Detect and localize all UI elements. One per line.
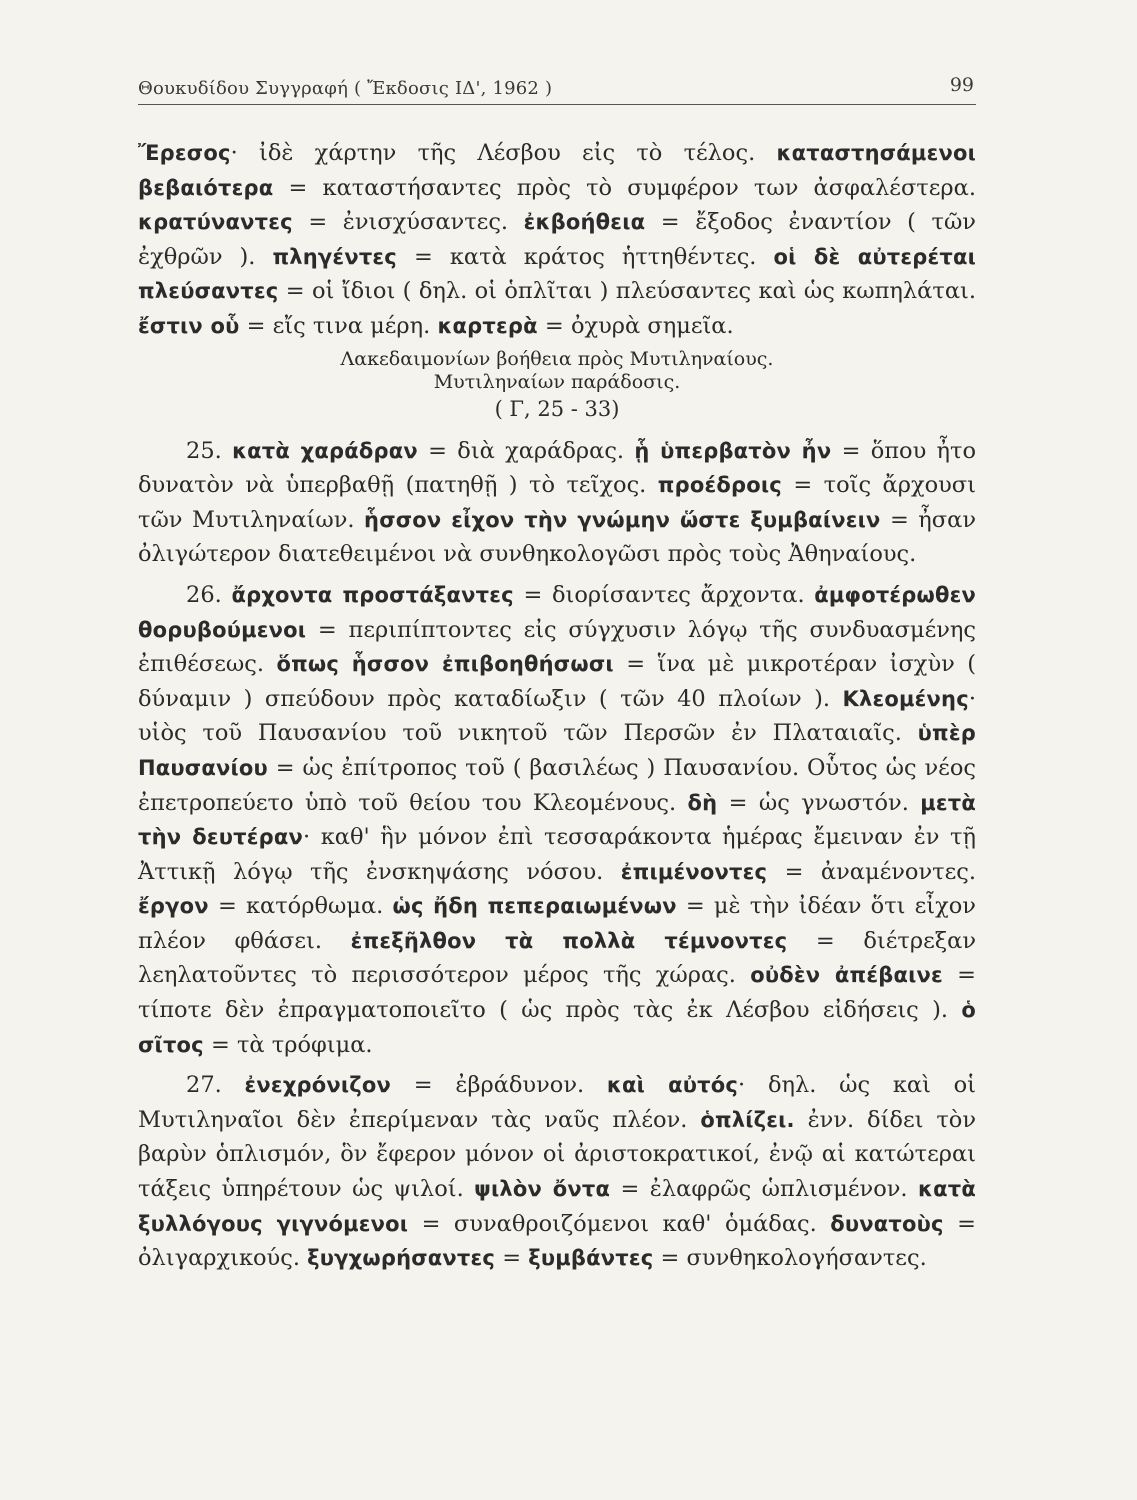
gloss-text: 25. bbox=[186, 437, 233, 464]
lemma: ξυγχωρήσαντες bbox=[307, 1246, 496, 1271]
gloss-text: = bbox=[495, 1245, 529, 1272]
gloss-text: · υἱὸς τοῦ Παυσανίου τοῦ νικητοῦ τῶν Περσῶν ἐν Πλαταιαῖς. bbox=[138, 685, 976, 747]
running-header bbox=[138, 72, 976, 105]
lemma: δὴ bbox=[687, 790, 718, 815]
gloss-text: = ἐλαφρῶς ὡπλισμένον. bbox=[610, 1176, 918, 1203]
gloss-text: = κατὰ κράτος ἡττηθέντες. bbox=[396, 243, 774, 270]
lemma: ἀμφοτέρωθεν θορυβούμενοι bbox=[138, 582, 977, 642]
gloss-text: 27. bbox=[186, 1072, 245, 1099]
lemma: ὡς ἤδη πεπεραιωμένων bbox=[392, 894, 677, 919]
gloss-text: = κατόρθωμα. bbox=[208, 893, 393, 920]
gloss-text: = τὰ τρόφιμα. bbox=[203, 1031, 373, 1058]
lemma: ἐκβοήθεια bbox=[523, 210, 646, 235]
gloss-text: = ἦσαν ὀλιγώτερον διατεθειμένοι νὰ συνθηκολογῶσι πρὸς τοὺς Ἀθηναίους. bbox=[138, 506, 977, 568]
lemma: προέδροις bbox=[657, 473, 782, 498]
section-heading bbox=[138, 348, 976, 424]
lemma: ἔστιν οὗ bbox=[138, 313, 240, 338]
gloss-text: ἐνν. δίδει τὸν βαρὺν ὁπλισμόν, ὃν ἔφερον μόνον οἱ ἀριστοκρατικοί, ἐνῷ αἱ κατώτεραι τάξεις ὑπηρέτουν ὡς ψιλοί. bbox=[138, 1106, 977, 1203]
lemma: ψιλὸν ὄντα bbox=[474, 1177, 611, 1202]
gloss-text: = τοῖς ἄρχουσι τῶν Μυτιληναίων. bbox=[138, 472, 976, 533]
lemma: ὁ σῖτος bbox=[138, 998, 976, 1057]
gloss-text: = μὲ τὴν ἰδέαν ὅτι εἶχον πλέον φθάσει. bbox=[138, 893, 976, 954]
gloss-text: = ἐνισχύσαντες. bbox=[292, 209, 524, 236]
gloss-text: = ὀλιγαρχικούς. bbox=[138, 1210, 976, 1272]
lemma: Ἔρεσος bbox=[138, 141, 231, 165]
gloss-text: = οἱ ἴδιοι ( δηλ. οἱ ὁπλῖται ) πλεύσαντες καὶ ὡς κωπηλάται. bbox=[278, 278, 976, 305]
header-title: Θουκυδίδου Συγγραφή ( Ἔκδοσις ΙΔ', 1962 ) bbox=[138, 78, 553, 99]
gloss-text: = ὡς γνωστόν. bbox=[717, 789, 921, 816]
gloss-text: · δηλ. ὡς καὶ οἱ Μυτιληναῖοι δὲν ἐπερίμεναν τὰς ναῦς πλέον. bbox=[138, 1072, 977, 1133]
gloss-text: 26. bbox=[186, 581, 232, 608]
gloss-text: = ἐβράδυνον. bbox=[391, 1072, 607, 1099]
lemma: οὐδὲν ἀπέβαινε bbox=[750, 963, 943, 988]
lemma: κατὰ ξυλλόγους γιγνόμενοι bbox=[138, 1177, 976, 1236]
section-heading-line1: Λακεδαιμονίων βοήθεια πρὸς Μυτιληναίους. bbox=[340, 347, 774, 370]
lemma: καὶ αὐτός bbox=[606, 1073, 739, 1098]
lemma: κρατύναντες bbox=[138, 210, 293, 235]
lemma: καταστησάμενοι βεβαιότερα bbox=[138, 141, 976, 200]
lemma: ἄρχοντα προστάξαντες bbox=[231, 582, 514, 607]
lemma: δυνατοὺς bbox=[830, 1211, 944, 1236]
gloss-text: · καθ' ἣν μόνον ἐπὶ τεσσαράκοντα ἡμέρας ἔμειναν ἐν τῇ Ἀττικῇ λόγῳ τῆς ἐνσκηψάσης νόσου. bbox=[138, 824, 976, 885]
lemma: κατὰ χαράδραν bbox=[232, 438, 418, 463]
lemma: μετὰ τὴν δευτέραν bbox=[138, 790, 976, 850]
commentary-body bbox=[138, 136, 976, 1276]
gloss-text: = εἴς τινα μέρη. bbox=[239, 312, 438, 339]
paragraph-27 bbox=[138, 1068, 976, 1276]
lemma: ἐπιμένοντες bbox=[620, 859, 768, 884]
lemma: ᾗ ὑπερβατὸν ἦν bbox=[634, 438, 832, 463]
lemma: ἔργον bbox=[138, 894, 209, 919]
lemma: ὅπως ἧσσον ἐπιβοηθήσωσι bbox=[276, 652, 614, 677]
gloss-text: = διὰ χαράδρας. bbox=[417, 437, 635, 464]
lemma: καρτερὰ bbox=[437, 313, 538, 338]
lemma: ἧσσον εἶχον τὴν γνώμην ὥστε ξυμβαίνειν bbox=[364, 507, 881, 532]
paragraph-26 bbox=[138, 578, 976, 1062]
section-reference: ( Γ, 25 - 33) bbox=[494, 396, 620, 421]
gloss-text: = ἵνα μὲ μικροτέραν ἰσχὺν ( δύναμιν ) σπεύδουν πρὸς καταδίωξιν ( τῶν 40 πλοίων ). bbox=[138, 651, 977, 712]
gloss-text: = ὀχυρὰ σημεῖα. bbox=[537, 312, 734, 339]
gloss-text: = τίποτε δὲν ἐπραγματοποιεῖτο ( ὡς πρὸς τὰς ἐκ Λέσβου εἰδήσεις ). bbox=[138, 962, 976, 1024]
gloss-text: = ἔξοδος ἐναντίον ( τῶν ἐχθρῶν ). bbox=[138, 209, 976, 270]
lemma: ἐπεξῆλθον τὰ πολλὰ τέμνοντες bbox=[350, 928, 788, 953]
lemma: ὁπλίζει. bbox=[700, 1107, 795, 1132]
gloss-text: = διορίσαντες ἄρχοντα. bbox=[513, 581, 815, 608]
gloss-text: = ὡς ἐπίτροπος τοῦ ( βασιλέως ) Παυσανίου. Οὗτος ὡς νέος ἐπετροπεύετο ὑπὸ τοῦ θείου του Κλεομένους. bbox=[138, 754, 976, 816]
gloss-text: = συνθηκολογήσαντες. bbox=[653, 1245, 927, 1272]
section-heading-line2: Μυτιληναίων παράδοσις. bbox=[433, 370, 681, 393]
lemma: ὑπὲρ Παυσανίου bbox=[138, 721, 976, 780]
gloss-text: = ἀναμένοντες. bbox=[767, 858, 976, 885]
gloss-text: = καταστήσαντες πρὸς τὸ συμφέρον των ἀσφαλέστερα. bbox=[273, 174, 976, 201]
lemma: πληγέντες bbox=[272, 244, 397, 269]
gloss-text: = συναθροιζόμενοι καθ' ὁμάδας. bbox=[408, 1210, 831, 1237]
paragraph-25 bbox=[138, 434, 976, 572]
gloss-text: = ὅπου ἦτο δυνατὸν νὰ ὑπερβαθῇ (πατηθῇ ) τὸ τεῖχος. bbox=[138, 437, 977, 499]
lemma: οἱ δὲ αὐτερέται πλεύσαντες bbox=[138, 244, 976, 304]
page-number: 99 bbox=[949, 74, 974, 96]
lemma: Κλεομένης bbox=[842, 686, 969, 711]
gloss-text: = διέτρεξαν λεηλατοῦντες τὸ περισσότερον μέρος τῆς χώρας. bbox=[138, 927, 976, 989]
lemma: ξυμβάντες bbox=[528, 1246, 654, 1271]
gloss-text: = περιπίπτοντες εἰς σύγχυσιν λόγῳ τῆς συνδυασμένης ἐπιθέσεως. bbox=[138, 616, 976, 678]
lemma: ἐνεχρόνιζον bbox=[244, 1073, 392, 1098]
paragraph-intro bbox=[138, 136, 976, 344]
gloss-text: · ἰδὲ χάρτην τῆς Λέσβου εἰς τὸ τέλος. bbox=[230, 140, 777, 166]
